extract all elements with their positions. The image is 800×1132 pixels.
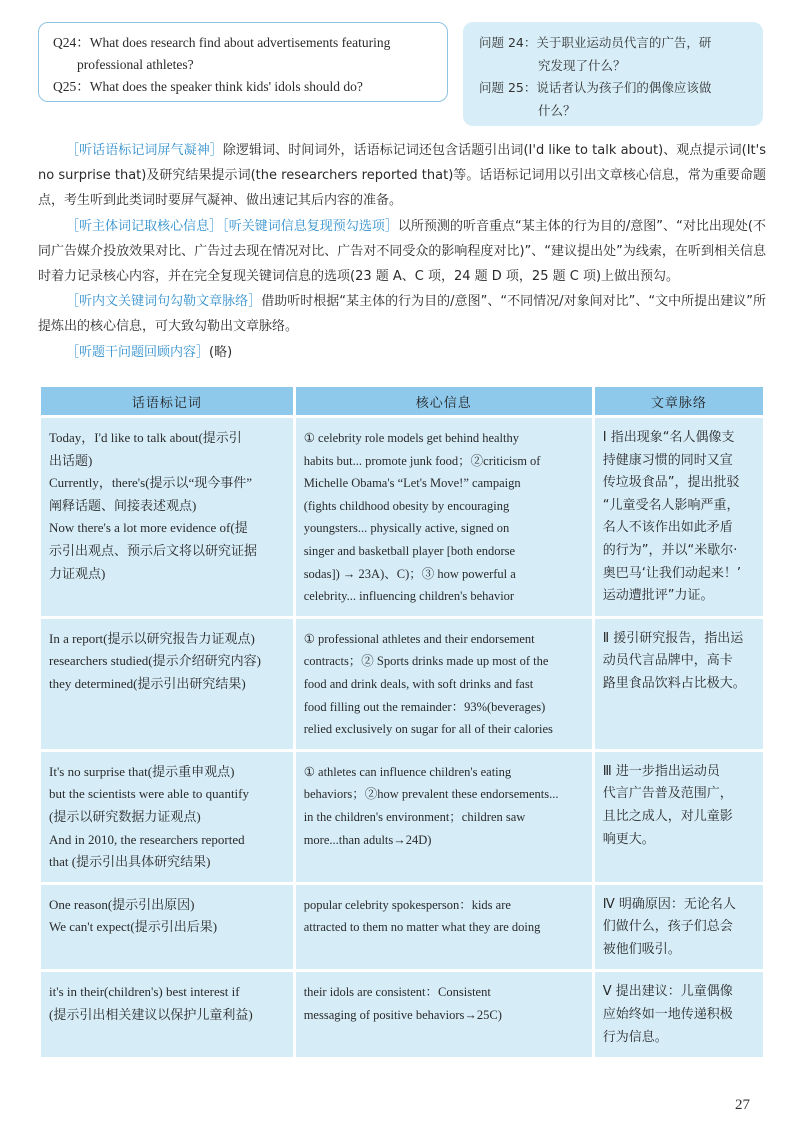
context-cell-line: 代言广告普及范围广， — [602, 786, 733, 802]
core-info-cell-line: food and drink deals, with soft drinks and fast — [303, 676, 534, 691]
context-cell-line: Ⅴ 提出建议：儿童偶像 — [602, 984, 733, 1000]
marker-cell — [41, 885, 293, 970]
context-cell — [595, 972, 763, 1057]
zh-question-24-line-2: 究发现了什么？ — [538, 57, 626, 73]
core-info-cell-line: ① professional athletes and their endorsement — [303, 631, 535, 646]
marker-cell-line: We can't expect(提示引出后果) — [49, 919, 218, 935]
header-core-info: 核心信息 — [296, 387, 592, 415]
core-info-cell-line: messaging of positive behaviors→25C) — [303, 1008, 502, 1023]
context-cell-line: 名人不该作出如此矛盾 — [602, 520, 733, 536]
marker-cell-line: (提示以研究数据力证观点) — [49, 808, 201, 824]
core-info-cell — [296, 418, 592, 616]
paragraph-text: 以所预测的听音重点“某主体的行为目的/意图”、“对比出现处(不同广告媒介投放效果对比、广告过去现在情况对比、广告对不同受众的影响程度对比)”、“建议提出处”为线索，在听到相关信息时着力记录核心内容，并在完全复现关键词信息的选项(23 题 A、C 项，24 题 D 项，25 题 C 项)上做出预勾。 — [38, 218, 766, 285]
marker-cell-line: but the scientists were able to quantify — [49, 786, 250, 802]
paragraph-core-info — [38, 214, 766, 290]
context-cell-line: 响更大。 — [602, 831, 655, 847]
marker-cell — [41, 619, 293, 749]
core-info-cell-line: ① athletes can influence children's eating — [303, 764, 512, 779]
context-cell — [595, 619, 763, 749]
context-cell — [595, 885, 763, 970]
core-info-cell-line: youngsters... physically active, signed on — [303, 521, 510, 536]
context-cell-line: 持健康习惯的同时又宣 — [602, 452, 733, 468]
core-info-cell-line: their idols are consistent：Consistent — [303, 985, 491, 1000]
marker-cell-line: Now there's a lot more evidence of(提 — [49, 520, 248, 536]
page-number: 27 — [735, 1097, 750, 1113]
context-cell-line: Ⅲ 进一步指出运动员 — [602, 763, 720, 779]
table-row — [41, 619, 763, 749]
core-info-cell-line: contracts；② Sports drinks made up most of the — [303, 654, 549, 669]
marker-cell-line: 示引出观点、预示后文将以研究证据 — [49, 542, 258, 558]
table-row — [41, 752, 763, 882]
context-cell-line: 运动遭批评”力证。 — [602, 588, 714, 604]
zh-question-24-line-1: 问题 24：关于职业运动员代言的广告，研 — [479, 35, 712, 50]
table-row — [41, 885, 763, 970]
context-cell-line: Ⅳ 明确原因：无论名人 — [602, 896, 736, 912]
marker-cell-line: Today，I'd like to talk about(提示引 — [49, 430, 242, 445]
table-header-row — [41, 387, 763, 415]
analysis-table — [38, 384, 766, 1060]
marker-cell-line: (提示引出相关建议以保护儿童利益) — [49, 1007, 253, 1023]
marker-cell — [41, 972, 293, 1057]
explanation-text — [38, 138, 766, 365]
context-cell — [595, 418, 763, 616]
context-cell-line: 行为信息。 — [602, 1029, 668, 1045]
question-24-line-2: professional athletes? — [77, 57, 194, 72]
core-info-cell — [296, 619, 592, 749]
marker-cell-line: In a report(提示以研究报告力证观点) — [49, 630, 255, 646]
table-row — [41, 972, 763, 1057]
question-24-line-1: Q24：What does research find about advertisements featuring — [53, 35, 391, 50]
header-markers: 话语标记词 — [41, 387, 293, 415]
core-info-cell-line: Michelle Obama's “Let's Move!” campaign — [303, 476, 521, 491]
core-info-cell-line: more...than adults→24D) — [303, 832, 432, 847]
core-info-cell — [296, 752, 592, 882]
core-info-cell — [296, 972, 592, 1057]
marker-cell-line: researchers studied(提示介绍研究内容) — [49, 653, 261, 669]
strategy-tag: ［听题干问题回顾内容］ — [66, 344, 210, 360]
paragraph-outline — [38, 289, 766, 339]
marker-cell-line: it's in their(children's) best interest if — [49, 984, 240, 1000]
marker-cell-line: One reason(提示引出原因) — [49, 896, 195, 912]
paragraph-discourse-markers — [38, 138, 766, 214]
marker-cell — [41, 418, 293, 616]
marker-cell-line: Currently，there's(提示以“现今事件” — [49, 475, 253, 491]
table-body — [41, 418, 763, 1057]
core-info-cell-line: ① celebrity role models get behind healthy — [303, 431, 519, 445]
marker-cell-line: It's no surprise that(提示重申观点) — [49, 763, 235, 779]
zh-question-25-line-1: 问题 25：说话者认为孩子们的偶像应该做 — [479, 80, 712, 95]
context-cell-line: 奥巴马‘让我们动起来！’ — [602, 565, 742, 581]
marker-cell-line: they determined(提示引出研究结果) — [49, 675, 246, 691]
context-cell-line: 路里食品饮料占比极大。 — [602, 675, 746, 691]
context-cell-line: 被他们吸引。 — [602, 941, 681, 957]
core-info-cell-line: attracted to them no matter what they are doing — [303, 920, 541, 935]
context-cell-line: 的行为”，并以“米歇尔· — [602, 542, 738, 558]
paragraph-text: 除逻辑词、时间词外，话语标记词还包含话题引出词(I'd like to talk about)、观点提示词(It's no surprise that)及研究结果提示词(the researchers reported that)等。话语标记词用以引出文章核心信息，常为重要命题点，考生听到此类词时要屏气凝神、做出速记其后内容的准备。 — [38, 143, 766, 209]
context-cell-line: Ⅱ 援引研究报告，指出运 — [602, 630, 744, 646]
strategy-tag: ［听主体词记取核心信息］［听关键词信息复现预勾选项］ — [66, 218, 398, 234]
context-cell-line: “儿童受名人影响严重， — [602, 497, 740, 513]
context-cell-line: Ⅰ 指出现象“名人偶像支 — [602, 430, 735, 445]
marker-cell-line: 力证观点) — [49, 565, 106, 581]
context-cell-line: 们做什么，孩子们总会 — [602, 919, 733, 935]
paragraph-text: 借助听时根据“某主体的行为目的/意图”、“不同情况/对象间对比”、“文中所提出建议”所提炼出的核心信息，可大致勾勒出文章脉络。 — [38, 294, 766, 335]
table-row — [41, 418, 763, 616]
chinese-questions-box — [463, 22, 763, 126]
strategy-tag: ［听话语标记词屏气凝神］ — [66, 143, 223, 158]
core-info-cell-line: behaviors；②how prevalent these endorsements... — [303, 787, 559, 802]
zh-question-25-line-2: 什么？ — [538, 102, 576, 118]
context-cell-line: 且比之成人，对儿童影 — [602, 808, 733, 824]
core-info-cell-line: food filling out the remainder：93%(beverages) — [303, 699, 546, 714]
core-info-cell-line: relied exclusively on sugar for all of their calories — [303, 722, 553, 737]
marker-cell-line: 阐释话题、间接表述观点) — [49, 497, 197, 513]
core-info-cell-line: singer and basketball player [both endorse — [303, 543, 516, 558]
context-cell-line: 传垃圾食品”，提出批驳 — [602, 475, 740, 491]
core-info-cell-line: popular celebrity spokesperson：kids are — [303, 897, 511, 912]
marker-cell-line: 出话题) — [49, 452, 93, 468]
question-25-line: Q25：What does the speaker think kids' idols should do? — [53, 79, 363, 94]
context-cell — [595, 752, 763, 882]
marker-cell-line: that (提示引出具体研究结果) — [49, 854, 211, 870]
core-info-cell-line: (fights childhood obesity by encouraging — [303, 498, 510, 513]
paragraph-review — [38, 340, 766, 365]
paragraph-text: (略) — [209, 344, 233, 360]
context-cell-line: 应始终如一地传递积极 — [602, 1007, 733, 1023]
strategy-tag: ［听内文关键词句勾勒文章脉络］ — [66, 294, 262, 310]
header-context: 文章脉络 — [595, 387, 763, 415]
marker-cell-line: And in 2010, the researchers reported — [49, 831, 245, 847]
core-info-cell-line: celebrity... influencing children's behavior — [303, 589, 515, 604]
context-cell-line: 动员代言品牌中，高卡 — [602, 653, 733, 669]
marker-cell — [41, 752, 293, 882]
core-info-cell-line: in the children's environment；children saw — [303, 809, 526, 824]
core-info-cell-line: sodas]) → 23A)、C)；③ how powerful a — [303, 566, 516, 581]
core-info-cell — [296, 885, 592, 970]
core-info-cell-line: habits but... promote junk food；②criticism of — [303, 453, 541, 468]
english-questions-box — [38, 22, 448, 102]
